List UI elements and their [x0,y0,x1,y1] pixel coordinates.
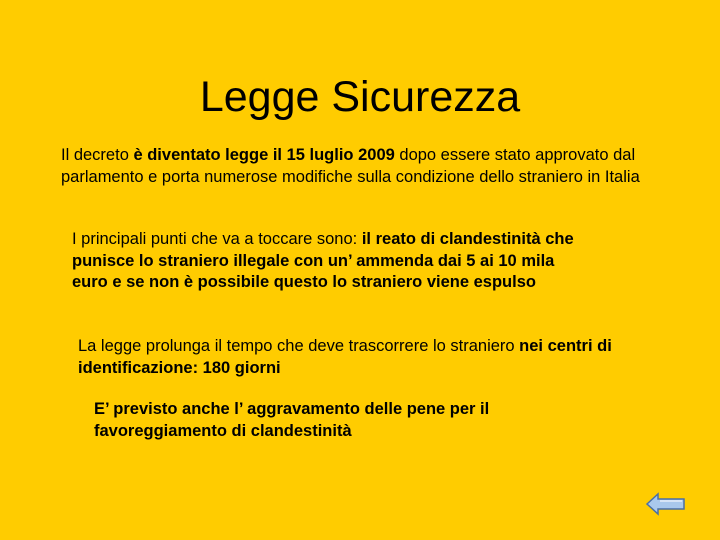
paragraph-main-points-text: I principali punti che va a toccare sono: [72,230,362,248]
paragraph-decree-bold: è diventato legge il 15 luglio 2009 [133,146,395,164]
paragraph-decree-text-2: dopo essere stato approvato dal parlamento e porta numerose modifiche sulla condizione dello straniero in Italia [61,146,640,186]
left-arrow-icon [646,492,686,516]
back-button[interactable] [646,492,686,516]
paragraph-aggravation [94,399,554,442]
paragraph-main-points-bold: il reato di clandestinità che punisce lo straniero illegale con un’ ammenda dai 5 ai 10 mila euro e se non è possibile questo lo straniero viene espulso [72,230,574,291]
paragraph-aggravation-bold: E’ previsto anche l’ aggravamento delle pene per il favoreggiamento di clandestinità [94,400,490,440]
slide-title: Legge Sicurezza [199,72,521,121]
paragraph-detention-time-text: La legge prolunga il tempo che deve trascorrere lo straniero [78,337,520,355]
paragraph-main-points [72,229,592,294]
paragraph-detention-time-bold: nei centri di identificazione: 180 giorni [78,337,612,377]
paragraph-decree [61,145,661,188]
paragraph-detention-time [78,336,618,379]
paragraph-decree-text-1: Il decreto [61,146,134,164]
